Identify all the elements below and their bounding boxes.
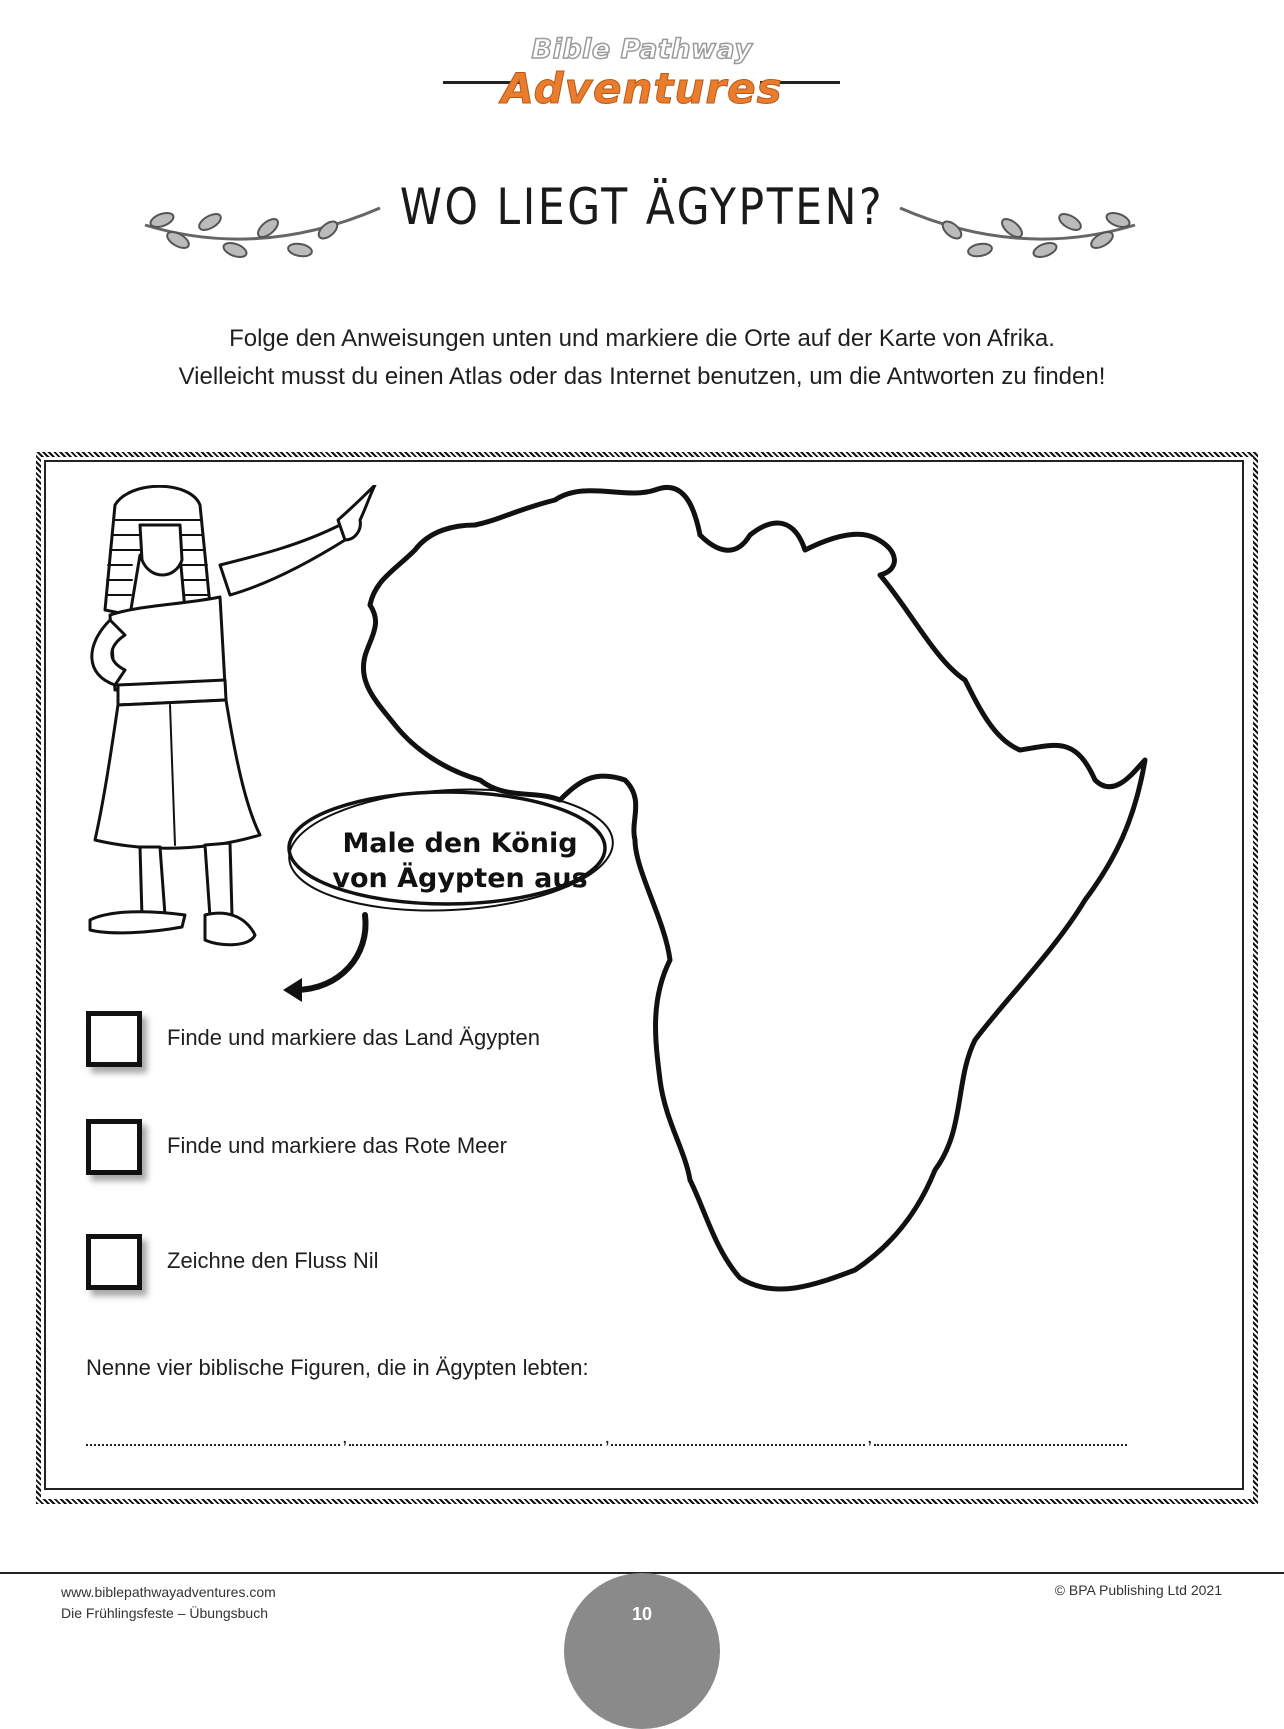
answer-field-4[interactable] [874, 1424, 1128, 1446]
instructions [0, 320, 1284, 396]
speech-bubble-line-1: Male den König [342, 828, 578, 859]
logo-main-text: Adventures [501, 64, 783, 113]
comma: , [604, 1426, 610, 1448]
answer-lines [86, 1424, 1136, 1446]
checkbox[interactable] [86, 1234, 142, 1290]
page-number-badge [564, 1573, 720, 1729]
page-number: 10 [631, 1604, 653, 1624]
question-text: Nenne vier biblische Figuren, die in Ägypten lebten: [86, 1355, 589, 1380]
task-label: Finde und markiere das Rote Meer [167, 1133, 507, 1158]
comma: , [866, 1426, 873, 1448]
footer-left [61, 1582, 276, 1624]
answer-field-2[interactable] [349, 1424, 610, 1448]
speech-bubble-line-2: von Ägypten aus [332, 863, 588, 894]
footer-book-title: Die Frühlingsfeste – Übungsbuch [61, 1605, 269, 1621]
answer-field-3[interactable] [611, 1424, 873, 1448]
page-title: WO LIEGT ÄGYPTEN? [399, 178, 885, 236]
footer-copyright: © BPA Publishing Ltd 2021 [1054, 1582, 1222, 1598]
task-label: Finde und markiere das Land Ägypten [167, 1025, 541, 1050]
instructions-line-2: Vielleicht musst du einen Atlas oder das Internet benutzen, um die Antworten zu finden! [178, 363, 1106, 390]
footer-website[interactable]: www.biblepathwayadventures.com [61, 1584, 276, 1600]
arrow-icon [280, 910, 380, 1010]
task-label: Zeichne den Fluss Nil [167, 1248, 379, 1273]
speech-bubble-text [300, 826, 620, 896]
checkbox[interactable] [86, 1011, 142, 1067]
checkbox[interactable] [86, 1119, 142, 1175]
answer-field-1[interactable] [86, 1424, 348, 1448]
logo-top-text: Bible Pathway [531, 34, 753, 65]
africa-map[interactable] [355, 480, 1195, 1360]
comma: , [341, 1426, 348, 1448]
instructions-line-1: Folge den Anweisungen unten und markiere die Orte auf der Karte von Afrika. [229, 325, 1055, 352]
